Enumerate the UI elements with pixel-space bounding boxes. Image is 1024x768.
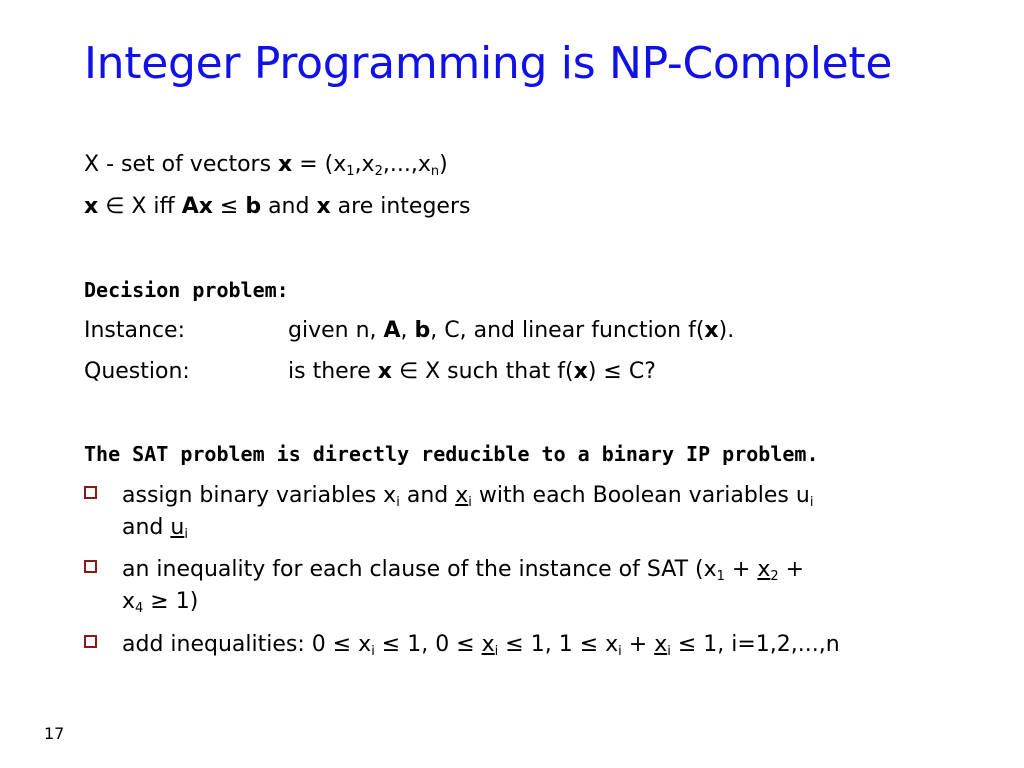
text: ≤ 1, 1 ≤ x <box>498 632 619 657</box>
text: + <box>621 632 655 657</box>
instance-line <box>84 317 734 345</box>
subscript: i <box>618 644 622 659</box>
negated-x: x <box>455 483 469 508</box>
subscript: 2 <box>374 164 383 179</box>
negated-x: x <box>481 632 495 657</box>
text: given n, <box>288 318 384 343</box>
text: is there <box>288 359 378 384</box>
text: and <box>399 483 456 508</box>
vector-x: x <box>278 152 293 177</box>
subscript: 2 <box>770 569 779 584</box>
text: ≤ 1, i=1,2,...,n <box>670 632 840 657</box>
vector-b: b <box>414 318 431 343</box>
vector-x: x <box>377 359 392 384</box>
definition-line-1 <box>84 151 448 179</box>
subscript: 4 <box>135 601 144 616</box>
text: , C, and linear function f( <box>430 318 705 343</box>
text: and <box>122 515 171 540</box>
vector-b: b <box>245 194 262 219</box>
checkbox-bullet-icon <box>84 635 97 648</box>
sat-heading: The SAT problem is directly reducible to a binary IP problem. <box>84 442 819 466</box>
bullet-text <box>122 480 813 544</box>
text: X - set of vectors <box>84 152 279 177</box>
vector-x: x <box>704 318 719 343</box>
matrix-product: Ax <box>181 194 213 219</box>
text: ≤ <box>212 194 246 219</box>
text: add inequalities: 0 ≤ x <box>122 632 372 657</box>
vector-x: x <box>316 194 331 219</box>
checkbox-bullet-icon <box>84 560 97 573</box>
vector-x: x <box>84 194 99 219</box>
text: ) <box>439 152 448 177</box>
subscript: i <box>468 495 472 510</box>
text: x <box>122 589 136 614</box>
subscript: i <box>494 644 499 659</box>
decision-problem-heading: Decision problem: <box>84 278 289 302</box>
vector-x: x <box>573 359 588 384</box>
text: ∈ X iff <box>98 194 182 219</box>
negated-x: x <box>757 557 771 582</box>
text: with each Boolean variables u <box>471 483 810 508</box>
text: ≤ 1, 0 ≤ <box>374 632 482 657</box>
instance-label: Instance: <box>84 318 185 343</box>
matrix-A: A <box>383 318 401 343</box>
bullet-item-3 <box>84 629 964 661</box>
text: ). <box>718 318 735 343</box>
checkbox-bullet-icon <box>84 486 97 499</box>
text: ,...,x <box>382 152 431 177</box>
question-label: Question: <box>84 359 190 384</box>
definition-line-2 <box>84 193 470 221</box>
subscript: i <box>184 527 188 542</box>
subscript: i <box>809 495 814 510</box>
text: + <box>724 557 758 582</box>
text: an inequality for each clause of the instance of SAT (x <box>122 557 717 582</box>
text: , <box>400 318 415 343</box>
bullet-text <box>122 629 840 661</box>
text: are integers <box>330 194 471 219</box>
subscript: i <box>371 644 375 659</box>
page-number: 17 <box>44 724 65 743</box>
subscript: 1 <box>716 569 725 584</box>
bullet-item-1 <box>84 480 964 544</box>
subscript: 1 <box>346 164 355 179</box>
text: ≥ 1) <box>143 589 199 614</box>
subscript: i <box>667 644 671 659</box>
text: ,x <box>354 152 375 177</box>
question-line <box>84 358 656 386</box>
subscript: i <box>396 495 400 510</box>
text: ∈ X such that f( <box>391 359 574 384</box>
slide-title: Integer Programming is NP-Complete <box>84 38 893 89</box>
negated-x: x <box>654 632 668 657</box>
bullet-text <box>122 554 804 618</box>
subscript: n <box>430 164 440 179</box>
text: assign binary variables x <box>122 483 397 508</box>
text: + <box>778 557 805 582</box>
text: ) ≤ C? <box>587 359 656 384</box>
text: and <box>261 194 317 219</box>
negated-u: u <box>170 515 185 540</box>
text: = (x <box>292 152 347 177</box>
bullet-item-2 <box>84 554 964 618</box>
